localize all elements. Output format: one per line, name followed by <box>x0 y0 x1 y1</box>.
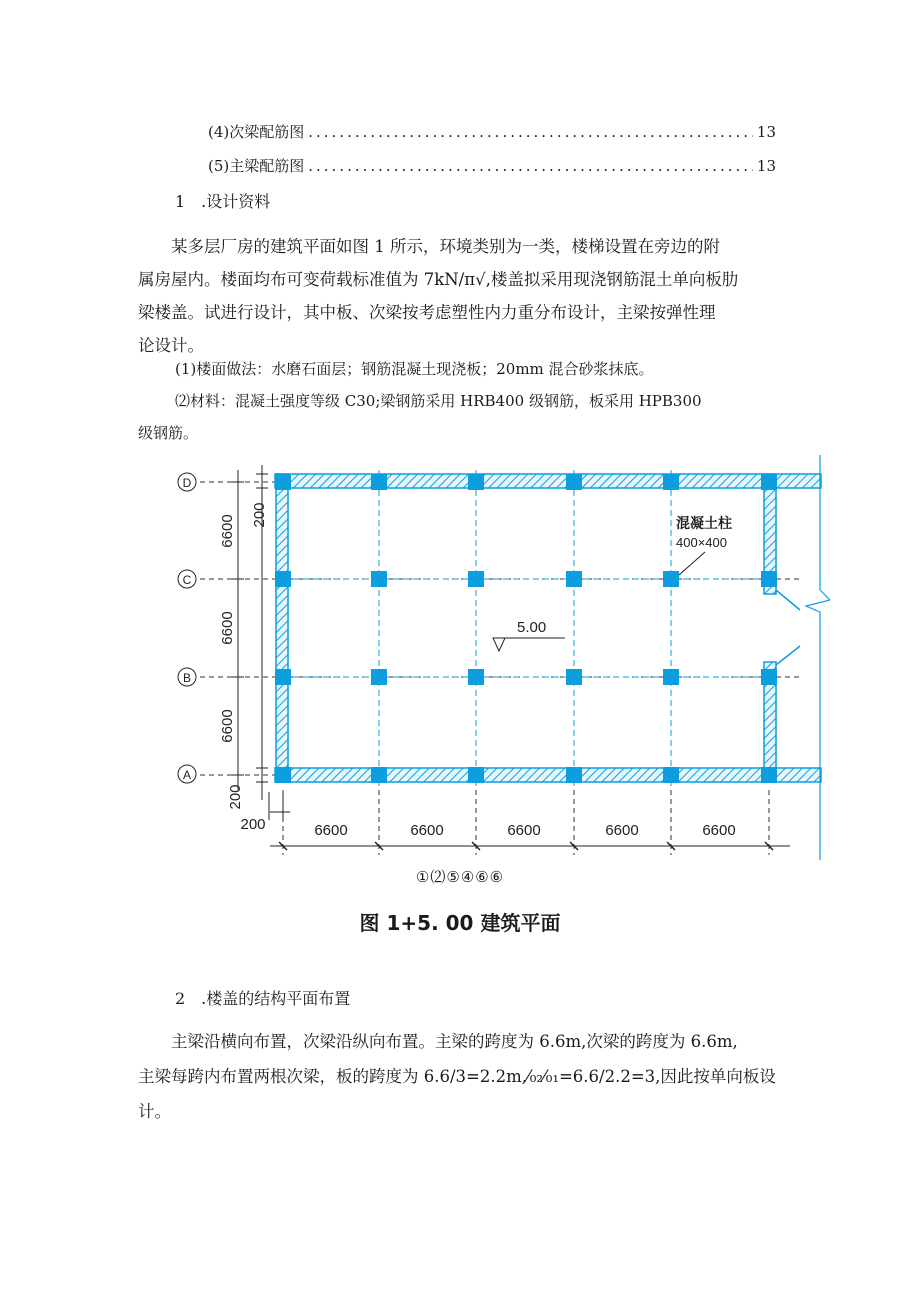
col-dim-3: 6600 <box>507 822 541 839</box>
item-1: (1)楼面做法：水磨石面层；钢筋混凝土现浇板；20mm 混合砂浆抹底。 <box>175 360 654 378</box>
elevation-marker <box>493 638 565 651</box>
toc-page: 13 <box>756 123 776 141</box>
figure-caption: 图 1+5. 00 建筑平面 <box>359 911 561 935</box>
column-label: 混凝土柱 <box>676 515 732 531</box>
toc-entry-4[interactable] <box>208 121 776 143</box>
para-1-line-1: 某多层厂房的建筑平面如图 1 所示，环境类别为一类，楼梯设置在旁边的附 <box>171 237 720 256</box>
item-2-line-1: ⑵材料：混凝土强度等级 C30;梁钢筋采用 HRB400 级钢筋，板采用 HPB300 <box>175 392 702 410</box>
toc-leader <box>308 123 753 141</box>
col-dim-5: 6600 <box>702 822 736 839</box>
col-dim-4: 6600 <box>605 822 639 839</box>
floor-plan-figure <box>170 448 830 868</box>
section-2-heading: 2 .楼盖的结构平面布置 <box>175 989 351 1008</box>
edge-dim-top: 200 <box>251 502 268 528</box>
para-2-line-3: 计。 <box>138 1102 171 1121</box>
row-dim-1: 6600 <box>219 514 236 548</box>
para-2-line-2: 主梁每跨内布置两根次梁，板的跨度为 6.6/3=2.2m,⁄₀₂⁄₀₁=6.6/2.2=3,因此按单向板设 <box>138 1067 776 1086</box>
row-label-b: B <box>182 671 192 685</box>
col-dim-2: 6600 <box>410 822 444 839</box>
row-axis-bubbles <box>178 473 196 783</box>
toc-label: (4)次梁配筋图 <box>208 123 305 141</box>
row-label-a: A <box>182 768 192 782</box>
section-1-heading: 1 .设计资料 <box>175 192 271 211</box>
walls <box>275 474 821 782</box>
column-size: 400×400 <box>676 535 727 550</box>
toc-entry-5[interactable] <box>208 155 776 177</box>
edge-dim-bottom: 200 <box>227 784 244 810</box>
toc-leader <box>308 157 753 175</box>
door-swings <box>776 590 800 665</box>
elevation-value: 5.00 <box>517 619 547 636</box>
para-2-line-1: 主梁沿横向布置，次梁沿纵向布置。主梁的跨度为 6.6m,次梁的跨度为 6.6m, <box>171 1032 738 1051</box>
column-leader <box>679 552 705 575</box>
column-axis-numbers: ①⑵⑤④⑥⑥ <box>415 868 505 886</box>
toc-label: (5)主梁配筋图 <box>208 157 305 175</box>
para-1-line-3: 梁楼盖。试进行设计，其中板、次梁按考虑塑性内力重分布设计，主梁按弹性理 <box>138 303 716 322</box>
break-line <box>806 455 830 860</box>
para-1-line-4: 论设计。 <box>138 336 204 355</box>
row-label-d: D <box>182 476 192 490</box>
toc-page: 13 <box>756 157 776 175</box>
col-dim-1: 6600 <box>314 822 348 839</box>
edge-dim-left: 200 <box>240 816 266 833</box>
para-1-line-2: 属房屋内。楼面均布可变荷载标准值为 7kN/π√,楼盖拟采用现浇钢筋混土单向板肋 <box>138 270 739 289</box>
row-dim-2: 6600 <box>219 611 236 645</box>
row-label-c: C <box>182 573 192 587</box>
row-dim-3: 6600 <box>219 709 236 743</box>
item-2-line-2: 级钢筋。 <box>138 424 199 442</box>
